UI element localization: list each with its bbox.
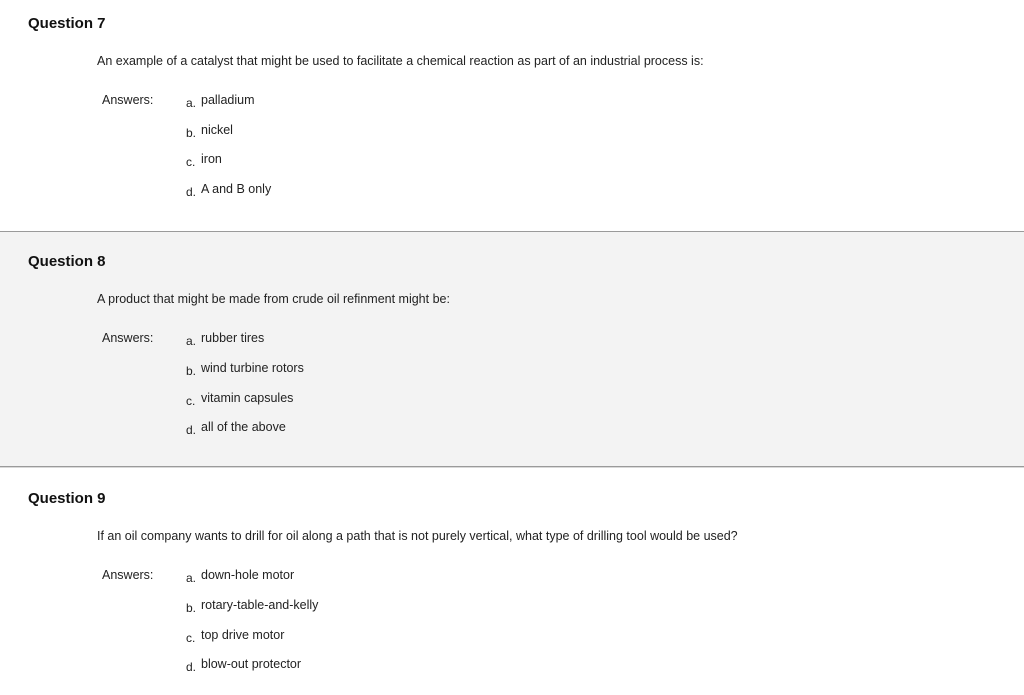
question-block-7 <box>0 0 1024 231</box>
answer-text: vitamin capsules <box>201 391 294 405</box>
answer-letter: d. <box>186 423 197 437</box>
answer-text: down-hole motor <box>201 568 295 582</box>
answer-option-d <box>186 182 272 199</box>
answers-label: Answers: <box>102 331 154 345</box>
question-text: If an oil company wants to drill for oil along a path that is not purely vertical, what type of drilling tool would be used? <box>97 529 738 543</box>
answer-option-b <box>186 598 319 615</box>
answer-option-c <box>186 152 222 169</box>
answer-letter: b. <box>186 126 197 140</box>
answer-letter: b. <box>186 601 197 615</box>
question-title: Question 8 <box>28 253 106 270</box>
question-block-8 <box>0 231 1024 467</box>
question-title: Question 7 <box>28 15 106 32</box>
answer-option-a <box>186 93 255 110</box>
question-text: A product that might be made from crude oil refinment might be: <box>97 292 450 306</box>
answer-option-d <box>186 420 286 437</box>
question-block-9 <box>0 468 1024 695</box>
answer-option-c <box>186 391 294 408</box>
answer-text: nickel <box>201 123 233 137</box>
answer-option-b <box>186 123 233 140</box>
answer-letter: d. <box>186 660 197 674</box>
answer-text: iron <box>201 152 222 166</box>
answer-letter: a. <box>186 96 197 110</box>
answers-label: Answers: <box>102 93 154 107</box>
answer-option-b <box>186 361 304 378</box>
answer-option-a <box>186 331 265 348</box>
answer-letter: d. <box>186 185 197 199</box>
answer-text: blow-out protector <box>201 657 302 671</box>
answer-option-c <box>186 628 285 645</box>
answer-letter: c. <box>186 155 196 169</box>
answer-text: wind turbine rotors <box>201 361 304 375</box>
question-text: An example of a catalyst that might be used to facilitate a chemical reaction as part of an industrial process is: <box>97 54 704 68</box>
answer-text: rotary-table-and-kelly <box>201 598 319 612</box>
answer-letter: c. <box>186 394 196 408</box>
answer-letter: c. <box>186 631 196 645</box>
answer-text: rubber tires <box>201 331 265 345</box>
answer-text: palladium <box>201 93 255 107</box>
answer-text: A and B only <box>201 182 272 196</box>
answer-letter: a. <box>186 571 197 585</box>
answer-option-d <box>186 657 302 674</box>
answers-label: Answers: <box>102 568 154 582</box>
answer-text: top drive motor <box>201 628 285 642</box>
answer-text: all of the above <box>201 420 286 434</box>
answer-letter: a. <box>186 334 197 348</box>
answer-letter: b. <box>186 364 197 378</box>
question-title: Question 9 <box>28 490 106 507</box>
answer-option-a <box>186 568 295 585</box>
